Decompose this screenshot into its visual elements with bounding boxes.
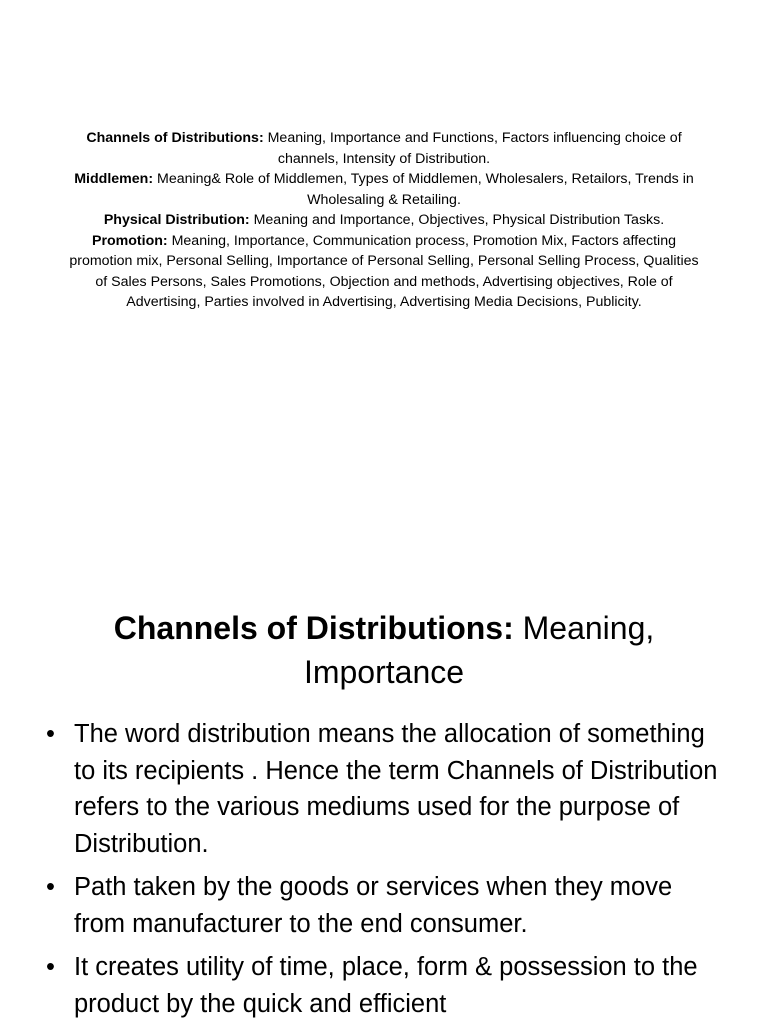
bullet-text: Path taken by the goods or services when they move from manufacturer to the end consumer. (74, 873, 673, 938)
summary-item-middlemen (66, 169, 702, 210)
list-item (46, 949, 726, 1022)
summary-text: Meaning, Importance, Communication process, Promotion Mix, Factors affecting promotion mix, Personal Selling, Importance of Personal Selling, Personal Selling Process, Qualities of Sales Persons, Sales Promotions, Objection and methods, Advertising objectives, Role of Advertising, Parties involved in Advertising, Advertising Media Decisions, Publicity. (69, 232, 699, 310)
slide-title (40, 606, 728, 694)
summary-heading: Physical Distribution: (103, 212, 250, 228)
summary-heading: Middlemen: (74, 171, 154, 187)
syllabus-summary (66, 128, 702, 313)
bullet-icon: • (46, 953, 55, 981)
summary-text: Meaning& Role of Middlemen, Types of Middlemen, Wholesalers, Retailors, Trends in Wholesaling & Retailing. (153, 171, 694, 208)
bullet-list (46, 716, 726, 1024)
bullet-icon: • (46, 873, 55, 901)
summary-heading: Channels of Distributions: (86, 130, 264, 146)
summary-item-promotion (66, 231, 702, 313)
summary-item-channels (66, 128, 702, 169)
summary-heading: Promotion: (92, 232, 168, 249)
slide-title-bold: Channels of Distributions: (113, 610, 514, 646)
bullet-text: The word distribution means the allocation of something to its recipients . Hence the term Channels of Distribution refers to the various mediums used for the purpose of Distribution. (74, 720, 718, 858)
list-item (46, 716, 726, 862)
slide-title-rest: Meaning, Importance (303, 610, 655, 690)
list-item (46, 869, 726, 942)
summary-item-physical-distribution (66, 210, 702, 231)
bullet-text: It creates utility of time, place, form & possession to the product by the quick and efficient (74, 953, 698, 1018)
summary-text: Meaning, Importance and Functions, Factors influencing choice of channels, Intensity of Distribution. (263, 130, 682, 167)
summary-text: Meaning and Importance, Objectives, Physical Distribution Tasks. (249, 212, 665, 228)
bullet-icon: • (46, 720, 55, 748)
